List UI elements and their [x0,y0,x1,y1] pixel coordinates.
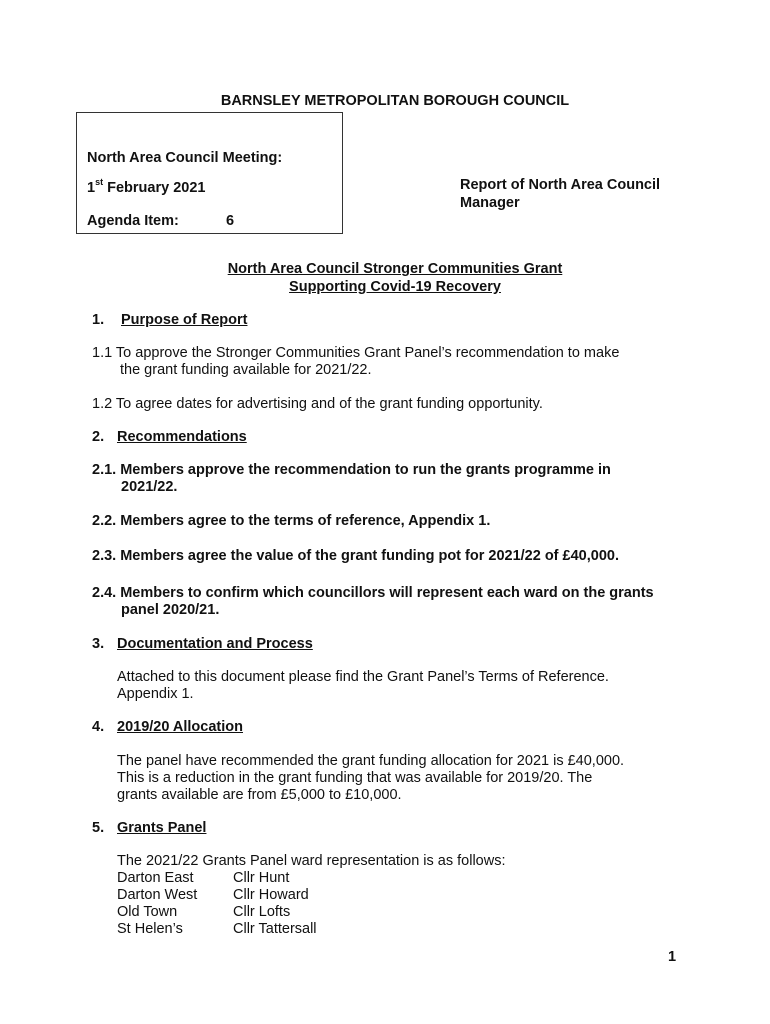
agenda-item-label: Agenda Item: [87,213,179,229]
ward-councillor: Cllr Lofts [233,904,291,920]
recommendation-2-2: 2.2. Members agree to the terms of reference, Appendix 1. [92,513,491,529]
section-4-text-line2: This is a reduction in the grant funding that was available for 2019/20. The [117,770,593,786]
ward-name: St Helen’s [117,921,183,937]
paragraph-1-1-line1: 1.1 To approve the Stronger Communities Grant Panel’s recommendation to make [92,345,620,361]
section-3-text-line1: Attached to this document please find the Grant Panel’s Terms of Reference. [117,669,609,685]
section-2-heading: Recommendations [117,429,247,445]
ward-councillor: Cllr Howard [233,887,309,903]
page-number: 1 [668,949,677,965]
report-of-line2: Manager [460,195,520,211]
section-4-heading: 2019/20 Allocation [117,719,243,735]
section-5-number: 5. [92,820,105,836]
section-4-number: 4. [92,719,105,735]
report-title-line1: North Area Council Stronger Communities Grant [227,261,563,277]
council-name: BARNSLEY METROPOLITAN BOROUGH COUNCIL [220,93,570,109]
section-3-heading: Documentation and Process [117,636,313,652]
ward-councillor: Cllr Tattersall [233,921,317,937]
recommendation-2-1-line1: 2.1. Members approve the recommendation to run the grants programme in [92,462,611,478]
agenda-item-number: 6 [226,213,235,229]
report-of-line1: Report of North Area Council [460,177,661,193]
report-title-line2: Supporting Covid-19 Recovery [289,279,501,295]
section-4-text-line1: The panel have recommended the grant funding allocation for 2021 is £40,000. [117,753,625,769]
recommendation-2-4-line2: panel 2020/21. [121,602,220,618]
paragraph-1-1-line2: the grant funding available for 2021/22. [120,362,372,378]
ward-councillor: Cllr Hunt [233,870,290,886]
section-3-text-line2: Appendix 1. [117,686,194,702]
section-3-number: 3. [92,636,105,652]
section-4-text-line3: grants available are from £5,000 to £10,000. [117,787,402,803]
section-5-heading: Grants Panel [117,820,207,836]
section-5-intro: The 2021/22 Grants Panel ward representation is as follows: [117,853,506,869]
recommendation-2-3: 2.3. Members agree the value of the grant funding pot for 2021/22 of £40,000. [92,548,619,564]
section-1-heading: Purpose of Report [121,312,248,328]
ward-name: Darton West [117,887,198,903]
meeting-date: 1st February 2021 [87,177,206,196]
meeting-label: North Area Council Meeting: [87,150,283,166]
section-2-number: 2. [92,429,105,445]
ward-name: Darton East [117,870,194,886]
ward-name: Old Town [117,904,178,920]
recommendation-2-4-line1: 2.4. Members to confirm which councillors will represent each ward on the grants [92,585,654,601]
paragraph-1-2: 1.2 To agree dates for advertising and of the grant funding opportunity. [92,396,543,412]
recommendation-2-1-line2: 2021/22. [121,479,178,495]
section-1-number: 1. [92,312,105,328]
